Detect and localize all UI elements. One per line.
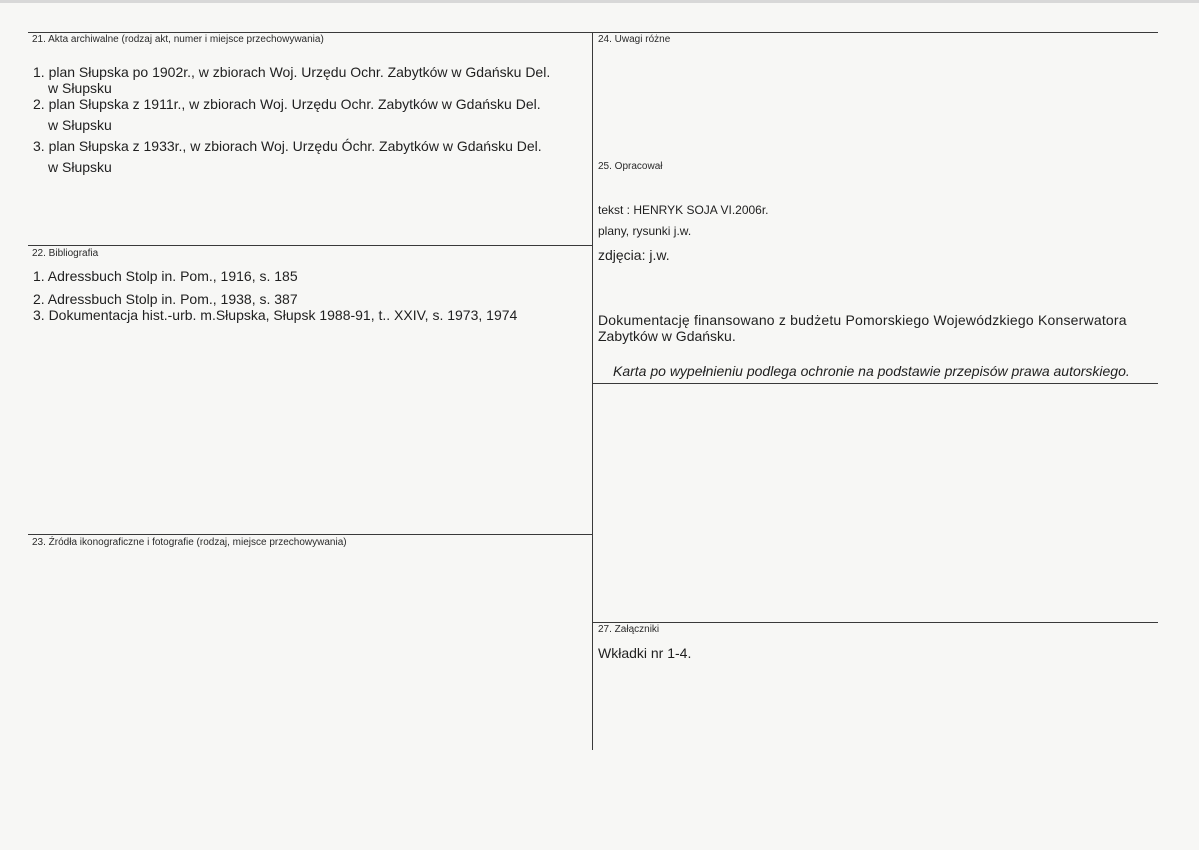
divider-section-27 xyxy=(592,622,1158,623)
archive-item-2: 2. plan Słupska z 1911r., w zbiorach Woj. Urzędu Ochr. Zabytków w Gdańsku Del. xyxy=(33,96,541,112)
archive-item-1-cont: w Słupsku xyxy=(48,80,112,96)
attachments-value: Wkładki nr 1-4. xyxy=(598,645,692,661)
archive-item-3-cont: w Słupsku xyxy=(48,159,112,175)
divider-section-22 xyxy=(28,245,592,246)
bibliography-item-2: 2. Adressbuch Stolp in. Pom., 1938, s. 387 xyxy=(33,291,298,307)
section-25-label: 25. Opracował xyxy=(598,161,663,172)
bibliography-item-1: 1. Adressbuch Stolp in. Pom., 1916, s. 185 xyxy=(33,268,298,284)
section-24-label: 24. Uwagi różne xyxy=(598,34,671,45)
archive-item-1: 1. plan Słupska po 1902r., w zbiorach Woj. Urzędu Ochr. Zabytków w Gdańsku Del. xyxy=(33,64,551,80)
bibliography-item-3: 3. Dokumentacja hist.-urb. m.Słupska, Słupsk 1988-91, t.. XXIV, s. 1973, 1974 xyxy=(33,307,518,323)
author-text-line: tekst : HENRYK SOJA VI.2006r. xyxy=(598,203,769,217)
divider-top-left xyxy=(28,32,592,33)
divider-vertical-center xyxy=(592,32,593,750)
divider-section-25-bottom xyxy=(592,383,1158,384)
divider-top-right xyxy=(592,32,1158,33)
funding-note-line-2: Zabytków w Gdańsku. xyxy=(598,328,736,344)
funding-note-line-1: Dokumentację finansowano z budżetu Pomorskiego Wojewódzkiego Konserwatora xyxy=(598,312,1127,328)
divider-section-23 xyxy=(28,534,592,535)
archive-item-2-cont: w Słupsku xyxy=(48,117,112,133)
section-21-label: 21. Akta archiwalne (rodzaj akt, numer i miejsce przechowywania) xyxy=(32,34,324,45)
section-22-label: 22. Bibliografia xyxy=(32,248,99,259)
section-23-label: 23. Źródła ikonograficzne i fotografie (rodzaj, miejsce przechowywania) xyxy=(32,537,347,548)
section-27-label: 27. Załączniki xyxy=(598,624,660,635)
scan-top-edge xyxy=(0,0,1199,3)
plans-line: plany, rysunki j.w. xyxy=(598,224,692,238)
photos-line: zdjęcia: j.w. xyxy=(598,247,670,263)
archive-item-3: 3. plan Słupska z 1933r., w zbiorach Woj. Urzędu Óchr. Zabytków w Gdańsku Del. xyxy=(33,138,542,154)
copyright-notice: Karta po wypełnieniu podlega ochronie na podstawie przepisów prawa autorskiego. xyxy=(613,363,1130,379)
